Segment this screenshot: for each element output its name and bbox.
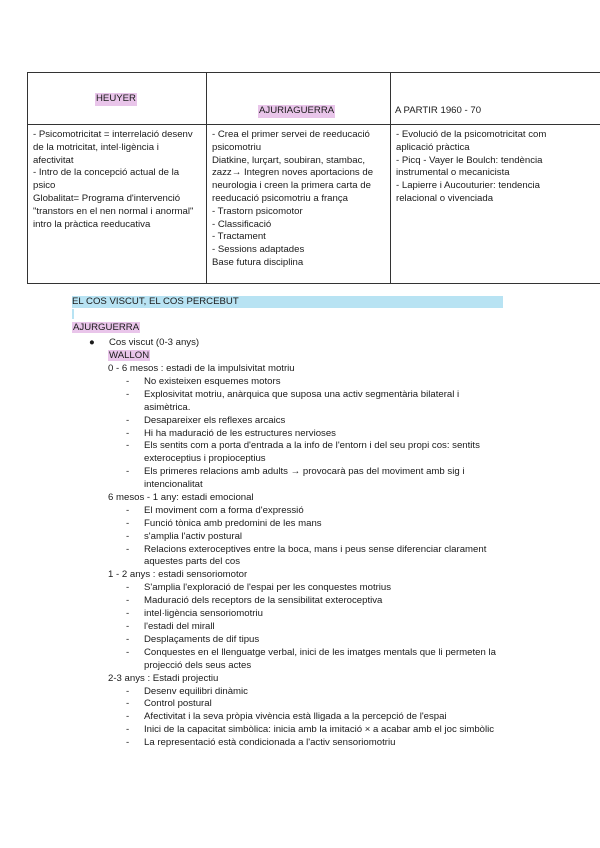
list-item-text bbox=[144, 698, 524, 711]
list-item-text bbox=[144, 544, 524, 570]
list-item-line: Control postural bbox=[144, 698, 212, 710]
dash-bullet-icon: - bbox=[126, 375, 130, 387]
table-cell-line: - Picq - Vayer le Boulch: tendència bbox=[396, 154, 543, 166]
list-item-line: exteroceptius i propioceptius bbox=[144, 453, 266, 465]
table-cell-line: aplicació pràctica bbox=[396, 141, 470, 153]
list-item-line: Els primeres relacions amb adults → provocarà pas del moviment amb sig i bbox=[144, 466, 465, 478]
history-table bbox=[27, 72, 600, 284]
table-cell-line: relacional o vivenciada bbox=[396, 192, 494, 204]
section-title-text: EL COS VISCUT, EL COS PERCEBUT bbox=[72, 296, 239, 307]
title-caret bbox=[72, 309, 74, 319]
table-cell-line: psicomotriu bbox=[212, 141, 262, 153]
stage-title: 1 - 2 anys : estadi sensoriomotor bbox=[108, 569, 248, 581]
list-item-text bbox=[144, 376, 524, 389]
table-cell-line: neurologia i creen la primera carta de bbox=[212, 180, 371, 192]
dash-bullet-icon: - bbox=[126, 737, 130, 749]
list-item-line: s'amplia l'activ postural bbox=[144, 530, 243, 542]
list-item-line: Desapareixer els reflexes arcaics bbox=[144, 414, 286, 426]
table-cell-line: - Classificació bbox=[212, 218, 272, 230]
table-cell-line: psico bbox=[33, 180, 56, 192]
table-cell-line: - Tractament bbox=[212, 231, 266, 243]
list-item bbox=[126, 724, 526, 737]
stage-title: 0 - 6 mesos : estadi de la impulsivitat motriu bbox=[108, 363, 295, 374]
list-item-line: Desenv equilibri dinàmic bbox=[144, 685, 248, 697]
wallon-heading bbox=[108, 350, 150, 363]
dash-bullet-icon: - bbox=[126, 466, 130, 478]
list-item-line: Maduració dels receptors de la sensibilitat exteroceptiva bbox=[144, 595, 383, 607]
list-item bbox=[126, 466, 526, 492]
dash-bullet-icon: - bbox=[126, 414, 130, 426]
table-cell-line: zazz→ Integren noves aportacions de bbox=[212, 167, 374, 179]
table-body-row bbox=[28, 125, 600, 284]
list-item bbox=[126, 711, 526, 724]
wallon-text: WALLON bbox=[109, 350, 150, 361]
header-cell-1960 bbox=[391, 73, 600, 125]
table-cell-line: de la motricitat, intel·ligència i bbox=[33, 141, 159, 153]
dash-bullet-icon: - bbox=[126, 543, 130, 555]
list-item bbox=[126, 505, 526, 518]
list-item-text bbox=[144, 440, 524, 466]
stage-title: 6 mesos - 1 any: estadi emocional bbox=[108, 492, 254, 503]
list-item-text bbox=[144, 389, 524, 415]
list-item bbox=[126, 608, 526, 621]
dash-bullet-icon: - bbox=[126, 582, 130, 594]
table-header-row bbox=[28, 73, 600, 125]
dash-bullet-icon: - bbox=[126, 698, 130, 710]
list-item-line: La representació està condicionada a l'activ sensoriomotriu bbox=[144, 737, 396, 749]
list-item-text bbox=[144, 621, 524, 634]
table-cell-line: - Intro de la concepció actual de la bbox=[33, 167, 180, 179]
dash-bullet-icon: - bbox=[126, 504, 130, 516]
list-item-line: Funció tònica amb predomini de les mans bbox=[144, 517, 322, 529]
table-cell-line: - Crea el primer servei de reeducació bbox=[212, 129, 370, 140]
dash-bullet-icon: - bbox=[126, 711, 130, 723]
list-item-text bbox=[144, 711, 524, 724]
list-item bbox=[126, 634, 526, 647]
list-item-line: intencionalitat bbox=[144, 478, 203, 490]
list-item bbox=[126, 595, 526, 608]
dash-bullet-icon: - bbox=[126, 646, 130, 658]
list-item-line: Afectivitat i la seva pròpia vivència està lligada a la percepció de l'espai bbox=[144, 711, 447, 723]
dash-bullet-icon: - bbox=[126, 388, 130, 400]
list-item-line: Explosivitat motriu, anàrquica que suposa una activ segmentària bilateral i bbox=[144, 388, 460, 400]
dash-bullet-icon: - bbox=[126, 427, 130, 439]
list-item bbox=[126, 582, 526, 595]
list-item-line: No existeixen esquemes motors bbox=[144, 375, 281, 387]
header-ajuriaguerra: AJURIAGUERRA bbox=[259, 105, 335, 116]
list-item-line: Desplaçaments de dif tipus bbox=[144, 633, 260, 645]
list-item-text bbox=[144, 531, 524, 544]
table-cell-line: - Psicomotricitat = interrelació desenv bbox=[33, 129, 193, 140]
list-item bbox=[126, 440, 526, 466]
dash-bullet-icon: - bbox=[126, 633, 130, 645]
list-item-text bbox=[144, 595, 524, 608]
table-cell-line: "transtors en el nen normal i anormal" bbox=[33, 205, 194, 217]
list-item-line: Conquestes en el llenguatge verbal, inici de les imatges mentals que li permeten la bbox=[144, 646, 496, 658]
table-cell-line: - Lapierre i Aucouturier: tendencia bbox=[396, 180, 540, 192]
dash-bullet-icon: - bbox=[126, 724, 130, 736]
list-item bbox=[126, 544, 526, 570]
list-item-line: El moviment com a forma d'expressió bbox=[144, 504, 304, 516]
list-item-text bbox=[144, 737, 524, 750]
dash-bullet-icon: - bbox=[126, 440, 130, 452]
author-heading bbox=[72, 322, 140, 335]
table-cell-line: Base futura disciplina bbox=[212, 256, 304, 268]
list-item bbox=[126, 686, 526, 699]
list-item-text bbox=[144, 634, 524, 647]
list-item-line: Hi ha maduració de les estructures nervioses bbox=[144, 427, 336, 439]
dash-bullet-icon: - bbox=[126, 685, 130, 697]
list-item bbox=[126, 389, 526, 415]
bullet-dot-icon: ● bbox=[89, 337, 95, 348]
list-item bbox=[126, 647, 526, 673]
list-item bbox=[126, 428, 526, 441]
table-cell-line: instrumental o mecanicista bbox=[396, 167, 510, 179]
table-cell-line: afectivitat bbox=[33, 154, 74, 166]
table-cell-line: - Trastorn psicomotor bbox=[212, 205, 303, 217]
dash-bullet-icon: - bbox=[126, 517, 130, 529]
list-item-line: asimètrica. bbox=[144, 401, 191, 413]
list-item bbox=[126, 518, 526, 531]
list-item bbox=[126, 621, 526, 634]
list-item-text bbox=[144, 415, 524, 428]
list-item-line: intel·ligència sensoriomotriu bbox=[144, 608, 263, 620]
list-item-text bbox=[144, 724, 524, 737]
list-item-text bbox=[144, 466, 524, 492]
list-item-line: Inici de la capacitat simbòlica: inicia amb la imitació × a acabar amb el joc simbòlic bbox=[144, 724, 495, 736]
bullet-label: Cos viscut (0-3 anys) bbox=[109, 337, 200, 348]
body-cell-heuyer bbox=[28, 125, 207, 284]
list-item-line: projecció dels seus actes bbox=[144, 659, 252, 671]
header-1960-70: A PARTIR 1960 - 70 bbox=[395, 105, 482, 116]
table-cell-line: intro la pràctica reeducativa bbox=[33, 218, 151, 230]
list-item-line: Relacions exteroceptives entre la boca, mans i peus sense diferenciar clarament bbox=[144, 543, 487, 555]
list-item-line: Els sentits com a porta d'entrada a la info de l'entorn i del seu propi cos: sentits bbox=[144, 440, 480, 452]
list-item-text bbox=[144, 582, 524, 595]
list-item-text bbox=[144, 686, 524, 699]
table-cell-line: reeducació psicomotriu a frança bbox=[212, 192, 348, 204]
list-item-line: aquestes parts del cos bbox=[144, 556, 240, 568]
dash-bullet-icon: - bbox=[126, 621, 130, 632]
body-cell-ajuriaguerra bbox=[207, 125, 391, 284]
table-cell-line: Globalitat= Programa d'intervenció bbox=[33, 192, 181, 204]
list-item-line: l'estadi del mirall bbox=[144, 621, 215, 632]
list-item bbox=[126, 415, 526, 428]
stage-title: 2-3 anys : Estadi projectiu bbox=[108, 672, 219, 684]
list-item-line: S'amplia l'exploració de l'espai per les conquestes motrius bbox=[144, 582, 392, 594]
list-item bbox=[126, 531, 526, 544]
header-cell-heuyer bbox=[28, 73, 207, 125]
list-item bbox=[126, 698, 526, 711]
table-cell-line: Diatkine, lurçart, soubiran, stambac, bbox=[212, 154, 366, 166]
list-item bbox=[126, 737, 526, 750]
author-text: AJURGUERRA bbox=[73, 322, 140, 333]
table-cell-line: - Evolució de la psicomotricitat com bbox=[396, 129, 547, 140]
header-cell-ajuriaguerra bbox=[207, 73, 391, 125]
list-item-text bbox=[144, 428, 524, 441]
list-item-text bbox=[144, 647, 524, 673]
list-item bbox=[126, 376, 526, 389]
section-title bbox=[72, 296, 503, 308]
header-heuyer: HEUYER bbox=[96, 93, 136, 104]
list-item-text bbox=[144, 518, 524, 531]
dash-bullet-icon: - bbox=[126, 608, 130, 620]
body-cell-1960 bbox=[391, 125, 600, 284]
list-item-text bbox=[144, 505, 524, 518]
list-item-text bbox=[144, 608, 524, 621]
dash-bullet-icon: - bbox=[126, 530, 130, 542]
dash-bullet-icon: - bbox=[126, 595, 130, 607]
table-cell-line: - Sessions adaptades bbox=[212, 244, 305, 256]
